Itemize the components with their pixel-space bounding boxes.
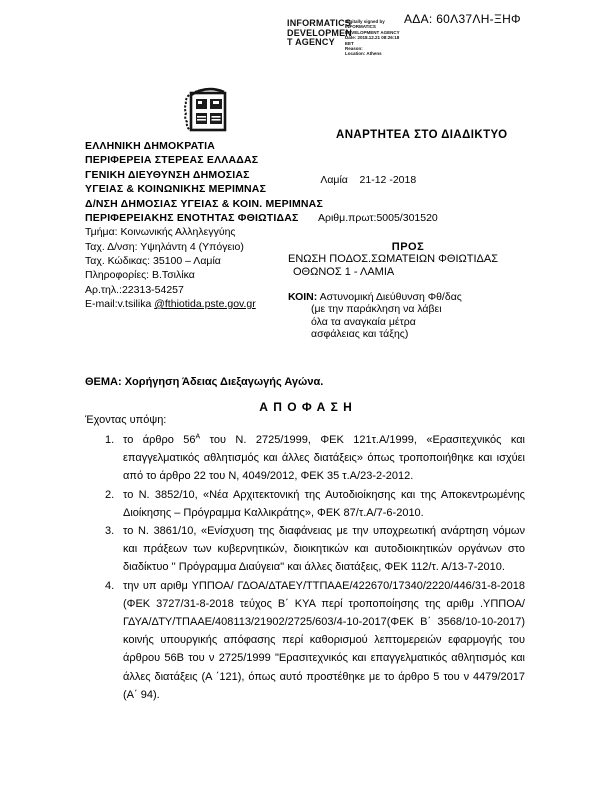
recipient-label: ΠΡΟΣ <box>391 241 425 253</box>
cc-label: ΚΟΙΝ: <box>288 291 318 303</box>
stamp-signature-line: INFORMATICS <box>345 24 376 30</box>
email-prefix: E-mail:v.tsilika <box>85 297 155 310</box>
stamp-signature-line: Reason: <box>345 46 363 52</box>
letterhead-line: ΥΓΕΙΑΣ & ΚΟΙΝΩΝΙΚΗΣ ΜΕΡΙΜΝΑΣ <box>85 183 267 196</box>
list-item-text: το Ν. 3852/10, «Νέα Αρχιτεκτονική της Αυτοδιοίκησης και της Αποκεντρωμένης Διοίκησης – Πρόγραμμα Καλλικράτης», ΦΕΚ 87/τ.Α/7-6-2010. <box>123 488 525 519</box>
considerations-list <box>85 431 525 704</box>
letterhead-line: Δ/ΝΣΗ ΔΗΜΟΣΙΑΣ ΥΓΕΙΑΣ & ΚΟΙΝ. ΜΕΡΙΜΝΑΣ <box>85 197 323 210</box>
list-item-number: 3. <box>105 525 115 538</box>
cc-first-line <box>288 291 462 303</box>
digital-signature-stamp <box>287 19 437 61</box>
list-item-number: 2. <box>105 488 115 501</box>
list-item-text: το άρθρο 56 <box>123 434 196 446</box>
contact-line: Πληροφορίες: Β.Τσιλίκα <box>85 269 195 282</box>
contact-line: Αρ.τηλ.:22313-54257 <box>85 283 184 296</box>
letterhead-department: Τμήμα: Κοινωνικής Αλληλεγγύης <box>85 226 236 239</box>
regional-emblem-icon <box>180 84 230 134</box>
recipient-organization: ΕΝΩΣΗ ΠΟΔΟΣ.ΣΩΜΑΤΕΙΩΝ ΦΘΙΩΤΙΔΑΣ <box>288 253 499 266</box>
list-item-text: την υπ αριθμ ΥΠΠΟΑ/ ΓΔΟΑ/ΔΤΑΕΥ/ΤΤΠΑΑΕ/422670/17340/2220/446/31-8-2018 (ΦΕΚ 3727/31-8-2018 τεύχος Β΄ ΚΥΑ περί τροποποίησης της αριθμ .ΥΠΠΟΑ/ΓΔΥΑ/ΔΤΥ/ΤΠΑΑΕ/408113/21902/2725/603/4-10-2017(ΦΕΚ Β΄ 3568/10-10-2017) κοινής υπουργικής απόφασης περί καθορισμού λεπτομερειών εφαρμογής του άρθρου 56Β του ν 2725/1999 "Ερασιτεχνικός και επαγγελματικός αθλητισμός και άλλες διατάξεις (Α ΄121), όπως αυτό προστέθηκε με το άρθρο 5 του ν 4479/2017 (Α΄ 94). <box>123 579 525 701</box>
stamp-signature-line: DEVELOPMENT AGENCY <box>345 29 400 35</box>
cc-block <box>288 291 462 341</box>
stamp-agency-line: T AGENCY <box>287 37 335 48</box>
letterhead-line: ΓΕΝΙΚΗ ΔΙΕΥΘΥΝΣΗ ΔΗΜΟΣΙΑΣ <box>85 168 250 181</box>
recipient-block <box>288 241 528 278</box>
list-item-text: Α <box>195 433 201 441</box>
list-item <box>85 522 525 577</box>
subject-line: ΘΕΜΑ: Χορήγηση Άδειας Διεξαγωγής Αγώνα. <box>85 376 324 388</box>
list-item <box>85 577 525 704</box>
stamp-agency-line: DEVELOPMEN <box>287 27 353 38</box>
stamp-signature-line: Digitally signed by <box>345 19 385 24</box>
contact-email-line <box>85 297 256 311</box>
stamp-signature-line: Location: Athens <box>345 51 382 57</box>
list-item <box>85 486 525 522</box>
stamp-signature-line: Date: 2018.12.21 08:26:18 <box>345 35 400 41</box>
letterhead-line: ΠΕΡΙΦΕΡΕΙΑ ΣΤΕΡΕΑΣ ΕΛΛΑΔΑΣ <box>85 154 259 167</box>
cc-recipient: Αστυνομική Διεύθυνση Φθ/δας <box>317 291 462 303</box>
cc-note-line: όλα τα αναγκαία μέτρα <box>311 315 416 328</box>
letterhead-line: ΕΛΛΗΝΙΚΗ ΔΗΜΟΚΡΑΤΙΑ <box>85 140 216 152</box>
ada-number: ΑΔΑ: 60Λ37ΛΗ-ΞΗΦ <box>404 12 521 26</box>
contact-line: Ταχ. Κώδικας: 35100 – Λαμία <box>85 255 221 268</box>
stamp-agency-line: INFORMATICS <box>287 18 352 28</box>
list-item-number: 1. <box>105 434 115 446</box>
reference-block <box>318 149 438 250</box>
cc-note-line: ασφάλειας και τάξης) <box>311 328 409 341</box>
recipient-address: ΟΘΩΝΟΣ 1 - ΛΑΜΙΑ <box>293 265 395 278</box>
list-item <box>85 431 525 486</box>
list-item-number: 4. <box>105 579 115 592</box>
protocol-number: Αριθμ.πρωτ:5005/301520 <box>318 211 438 224</box>
contact-line: Ταχ. Δ/νση: Υψηλάντη 4 (Υπόγειο) <box>85 241 244 253</box>
stamp-signature-details <box>345 19 430 57</box>
stamp-signature-line: EET <box>345 40 354 46</box>
internet-posting-banner: ΑΝΑΡΤΗΤΕΑ ΣΤΟ ΔΙΑΔΙΚΤΥΟ <box>336 129 508 141</box>
letterhead-line: ΠΕΡΙΦΕΡΕΙΑΚΗΣ ΕΝΟΤΗΤΑΣ ΦΘΙΩΤΙΔΑΣ <box>85 212 299 225</box>
preamble: Έχοντας υπόψη: <box>85 414 167 426</box>
letterhead <box>85 139 323 240</box>
place-and-date: Λαμία 21-12 -2018 <box>318 174 417 187</box>
list-item-text: του Ν. 2725/1999, ΦΕΚ 121τ.Α/1999, «Ερασιτεχνικός και επαγγελματικός αθλητισμός και άλλες διατάξεις» όπως τροποποιήθηκε και ισχύει από το άρθρο 22 του Ν, 4049/2012, ΦΕΚ 35 τ.Α/23-2-2012. <box>123 434 525 483</box>
contact-block <box>85 240 256 311</box>
cc-note-line: (με την παράκληση να λάβει <box>311 303 442 316</box>
email-link[interactable]: @fthiotida.pste.gov.gr <box>154 297 256 310</box>
list-item-text: το Ν. 3861/10, «Ενίσχυση της διαφάνειας με την υποχρεωτική ανάρτηση νόμων και πράξεων των κυβερνητικών, διοικητικών και αυτοδιοικητικών οργάνων στο διαδίκτυο '' Πρόγραμμα Διαύγεια'' και άλλες διατάξεις, ΦΕΚ 112/τ. Α/13-7-2010. <box>123 525 525 574</box>
decision-heading: Α Π Ο Φ Α Σ Η <box>259 400 353 414</box>
